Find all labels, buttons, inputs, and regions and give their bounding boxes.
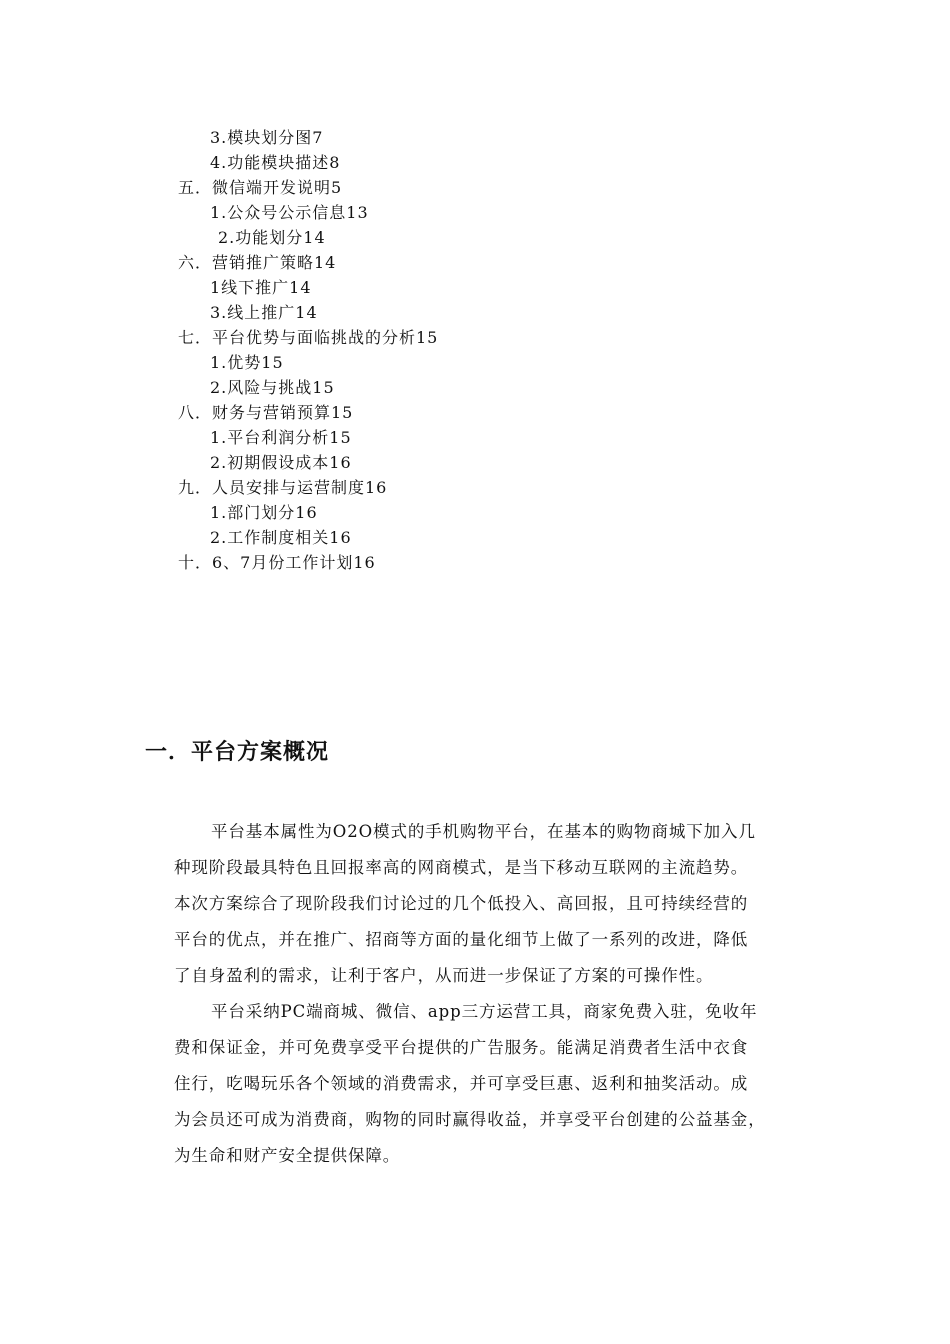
toc-item[interactable]: 2.工作制度相关16 — [210, 528, 352, 547]
toc-item[interactable]: 1线下推广14 — [210, 278, 312, 297]
paragraph-line: 种现阶段最具特色且回报率高的网商模式，是当下移动互联网的主流趋势。 — [174, 858, 749, 877]
toc-item[interactable]: 3.线上推广14 — [210, 303, 318, 322]
toc-chapter[interactable]: 九．人员安排与运营制度16 — [178, 478, 388, 497]
toc-item[interactable]: 3.模块划分图7 — [210, 128, 324, 147]
toc-chapter[interactable]: 八．财务与营销预算15 — [178, 403, 354, 422]
toc-item[interactable]: 4.功能模块描述8 — [210, 153, 341, 172]
paragraph-line: 平台采纳PC端商城、微信、app三方运营工具，商家免费入驻，免收年 — [211, 1002, 758, 1021]
toc-item[interactable]: 2.功能划分14 — [218, 228, 326, 247]
toc-item[interactable]: 2.初期假设成本16 — [210, 453, 352, 472]
toc-chapter[interactable]: 十．6、7月份工作计划16 — [178, 553, 376, 572]
paragraph-line: 平台的优点，并在推广、招商等方面的量化细节上做了一系列的改进，降低 — [174, 930, 749, 949]
paragraph-line: 为生命和财产安全提供保障。 — [174, 1146, 401, 1165]
paragraph-line: 平台基本属性为O2O模式的手机购物平台，在基本的购物商城下加入几 — [211, 822, 756, 841]
paragraph-line: 了自身盈利的需求，让利于客户，从而进一步保证了方案的可操作性。 — [174, 966, 714, 985]
paragraph-line: 住行，吃喝玩乐各个领域的消费需求，并可享受巨惠、返利和抽奖活动。成 — [174, 1074, 749, 1093]
toc-item[interactable]: 1.优势15 — [210, 353, 284, 372]
paragraph-line: 为会员还可成为消费商，购物的同时赢得收益，并享受平台创建的公益基金， — [174, 1110, 766, 1129]
toc-item[interactable]: 1.平台利润分析15 — [210, 428, 352, 447]
toc-chapter[interactable]: 七．平台优势与面临挑战的分析15 — [178, 328, 439, 347]
toc-item[interactable]: 1.公众号公示信息13 — [210, 203, 369, 222]
section-heading: 一．平台方案概况 — [145, 740, 330, 765]
section-body — [174, 814, 814, 1174]
toc-item[interactable]: 1.部门划分16 — [210, 503, 318, 522]
toc-item[interactable]: 2.风险与挑战15 — [210, 378, 335, 397]
toc-chapter[interactable]: 五．微信端开发说明5 — [178, 178, 343, 197]
paragraph-line: 费和保证金，并可免费享受平台提供的广告服务。能满足消费者生活中衣食 — [174, 1038, 749, 1057]
paragraph-line: 本次方案综合了现阶段我们讨论过的几个低投入、高回报，且可持续经营的 — [174, 894, 749, 913]
toc-chapter[interactable]: 六．营销推广策略14 — [178, 253, 337, 272]
